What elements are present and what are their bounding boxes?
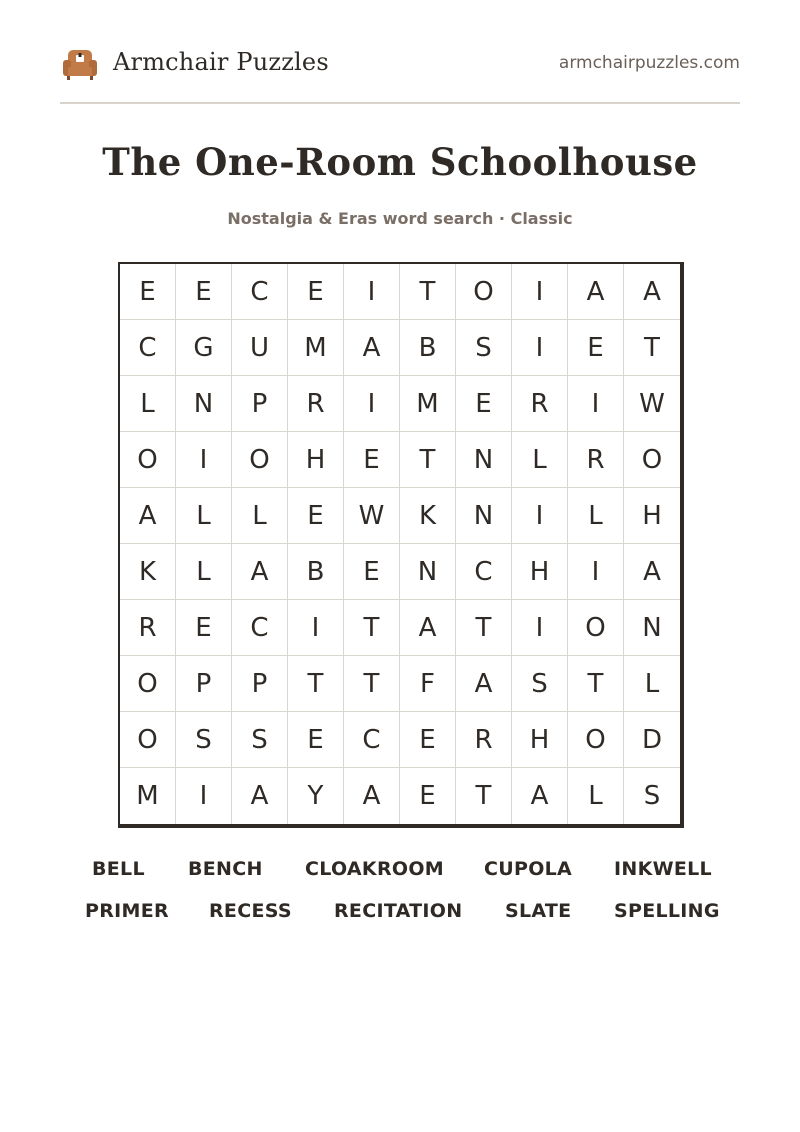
grid-cell[interactable]: N — [400, 544, 456, 600]
grid-cell[interactable]: K — [400, 488, 456, 544]
grid-cell[interactable]: H — [512, 544, 568, 600]
grid-cell[interactable]: Y — [288, 768, 344, 824]
grid-cell[interactable]: A — [120, 488, 176, 544]
grid-cell[interactable]: F — [400, 656, 456, 712]
grid-cell[interactable]: A — [344, 320, 400, 376]
grid-cell[interactable]: T — [400, 264, 456, 320]
grid-cell[interactable]: T — [624, 320, 680, 376]
grid-cell[interactable]: L — [568, 488, 624, 544]
grid-cell[interactable]: W — [624, 376, 680, 432]
grid-cell[interactable]: R — [512, 376, 568, 432]
grid-cell[interactable]: N — [624, 600, 680, 656]
grid-cell[interactable]: L — [176, 544, 232, 600]
grid-cell[interactable]: A — [624, 544, 680, 600]
grid-cell[interactable]: E — [288, 264, 344, 320]
grid-cell[interactable]: M — [288, 320, 344, 376]
grid-cell[interactable]: A — [624, 264, 680, 320]
grid-cell[interactable]: I — [512, 600, 568, 656]
grid-cell[interactable]: I — [512, 264, 568, 320]
grid-cell[interactable]: R — [288, 376, 344, 432]
grid-cell[interactable]: O — [568, 712, 624, 768]
grid-cell[interactable]: D — [624, 712, 680, 768]
grid-cell[interactable]: A — [232, 544, 288, 600]
grid-cell[interactable]: E — [344, 432, 400, 488]
grid-cell[interactable]: O — [120, 656, 176, 712]
word-list-item: PRIMER — [85, 900, 169, 922]
grid-cell[interactable]: O — [456, 264, 512, 320]
grid-cell[interactable]: L — [568, 768, 624, 824]
grid-cell[interactable]: A — [344, 768, 400, 824]
word-list-item: CUPOLA — [484, 858, 573, 880]
grid-cell[interactable]: E — [400, 768, 456, 824]
grid-cell[interactable]: I — [344, 264, 400, 320]
grid-cell[interactable]: T — [344, 600, 400, 656]
grid-cell[interactable]: A — [456, 656, 512, 712]
page-subtitle: Nostalgia & Eras word search · Classic — [227, 209, 573, 228]
word-list-item: SPELLING — [614, 900, 720, 922]
grid-cell[interactable]: N — [456, 432, 512, 488]
grid-cell[interactable]: E — [344, 544, 400, 600]
grid-cell[interactable]: C — [456, 544, 512, 600]
grid-cell[interactable]: C — [232, 264, 288, 320]
grid-cell[interactable]: H — [512, 712, 568, 768]
grid-cell[interactable]: O — [120, 712, 176, 768]
grid-cell[interactable]: E — [176, 264, 232, 320]
grid-cell[interactable]: A — [232, 768, 288, 824]
site-url[interactable]: armchairpuzzles.com — [558, 53, 740, 73]
grid-cell[interactable]: H — [288, 432, 344, 488]
word-list-item: CLOAKROOM — [305, 858, 444, 880]
grid-cell[interactable]: I — [176, 768, 232, 824]
grid-cell[interactable]: S — [456, 320, 512, 376]
grid-cell[interactable]: E — [288, 488, 344, 544]
grid-cell[interactable]: A — [512, 768, 568, 824]
grid-cell[interactable]: L — [120, 376, 176, 432]
grid-cell[interactable]: L — [176, 488, 232, 544]
grid-cell[interactable]: O — [568, 600, 624, 656]
grid-cell[interactable]: O — [120, 432, 176, 488]
grid-cell[interactable]: T — [400, 432, 456, 488]
grid-cell[interactable]: R — [120, 600, 176, 656]
grid-cell[interactable]: L — [232, 488, 288, 544]
grid-cell[interactable]: C — [232, 600, 288, 656]
grid-cell[interactable]: A — [568, 264, 624, 320]
grid-cell[interactable]: R — [568, 432, 624, 488]
word-list-item: BENCH — [188, 858, 263, 880]
grid-cell[interactable]: B — [400, 320, 456, 376]
grid-cell[interactable]: B — [288, 544, 344, 600]
grid-cell[interactable]: C — [344, 712, 400, 768]
grid-cell[interactable]: S — [176, 712, 232, 768]
grid-cell[interactable]: I — [512, 320, 568, 376]
page-header — [60, 40, 740, 104]
grid-cell[interactable]: S — [512, 656, 568, 712]
grid-cell[interactable]: S — [643, 781, 661, 811]
grid-cell[interactable]: E — [288, 712, 344, 768]
grid-cell[interactable]: C — [120, 320, 176, 376]
grid-cell[interactable]: I — [344, 376, 400, 432]
grid-cell[interactable]: S — [232, 712, 288, 768]
grid-cell[interactable]: E — [120, 264, 176, 320]
grid-cell[interactable]: W — [344, 488, 400, 544]
word-list-item: SLATE — [505, 900, 572, 922]
word-list-item: RECESS — [209, 900, 292, 922]
word-list-item: INKWELL — [614, 858, 712, 880]
grid-cell[interactable]: T — [344, 656, 400, 712]
word-list-row — [0, 858, 800, 888]
grid-cell[interactable]: A — [400, 600, 456, 656]
grid-cell[interactable]: I — [512, 488, 568, 544]
grid-cell[interactable]: N — [176, 376, 232, 432]
grid-cell[interactable]: L — [512, 432, 568, 488]
word-list-row — [0, 900, 800, 930]
grid-cell[interactable]: E — [456, 376, 512, 432]
grid-cell[interactable]: K — [120, 544, 176, 600]
grid-cell[interactable]: P — [232, 656, 288, 712]
grid-cell[interactable]: P — [176, 656, 232, 712]
grid-cell[interactable]: L — [624, 656, 680, 712]
grid-cell[interactable]: E — [568, 320, 624, 376]
page-title: The One-Room Schoolhouse — [102, 140, 698, 184]
grid-cell[interactable]: I — [176, 432, 232, 488]
grid-cell[interactable]: N — [456, 488, 512, 544]
grid-cell[interactable]: O — [624, 432, 680, 488]
grid-cell[interactable]: P — [232, 376, 288, 432]
grid-cell[interactable]: M — [120, 768, 176, 824]
grid-cell[interactable]: I — [288, 600, 344, 656]
grid-cell[interactable]: I — [568, 376, 624, 432]
word-search-grid — [118, 262, 684, 828]
grid-cell[interactable]: I — [568, 544, 624, 600]
grid-cell[interactable]: T — [568, 656, 624, 712]
word-list-item: RECITATION — [334, 900, 463, 922]
grid-cell[interactable]: M — [400, 376, 456, 432]
grid-cell[interactable]: E — [400, 712, 456, 768]
grid-cell[interactable]: G — [176, 320, 232, 376]
grid-cell[interactable]: R — [456, 712, 512, 768]
grid-cell[interactable]: H — [624, 488, 680, 544]
grid-cell[interactable]: T — [288, 656, 344, 712]
grid-cell[interactable]: E — [176, 600, 232, 656]
grid-cell[interactable]: T — [456, 600, 512, 656]
armchair-icon — [62, 47, 98, 83]
grid-cell[interactable]: U — [232, 320, 288, 376]
brand-name: Armchair Puzzles — [113, 48, 329, 76]
word-list-item: BELL — [92, 858, 145, 880]
grid-cell[interactable]: O — [232, 432, 288, 488]
grid-cell[interactable]: T — [456, 768, 512, 824]
